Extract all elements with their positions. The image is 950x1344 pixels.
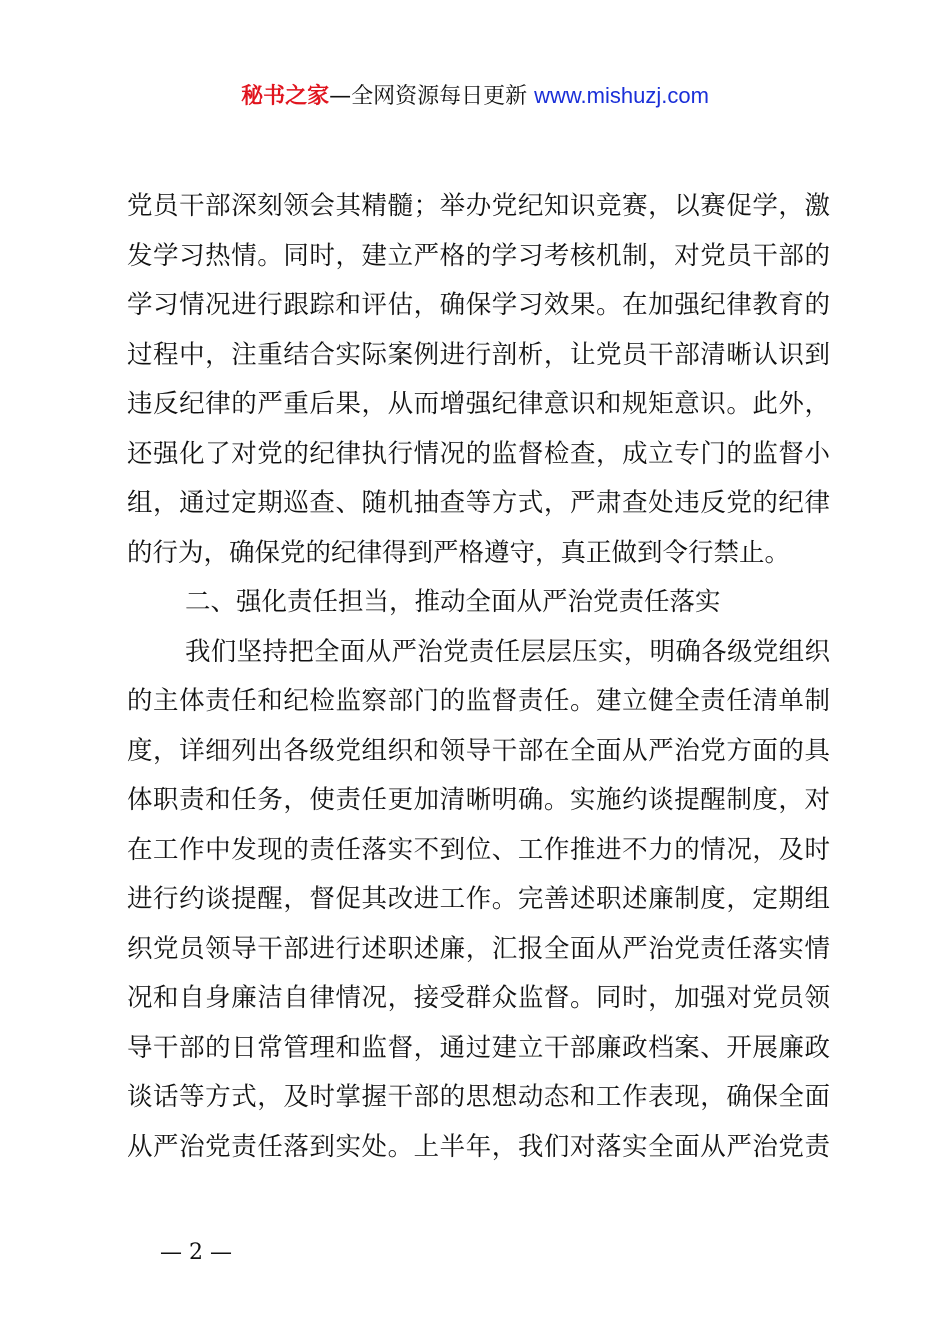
- text-line: 违反纪律的严重后果，从而增强纪律意识和规矩意识。此外，: [127, 389, 830, 419]
- text-line: 学习情况进行跟踪和评估，确保学习效果。在加强纪律教育的: [127, 290, 830, 320]
- text-line: 还强化了对党的纪律执行情况的监督检查，成立专门的监督小: [127, 438, 830, 469]
- text-line: 党员干部深刻领会其精髓；举办党纪知识竞赛，以赛促学，激: [127, 191, 830, 221]
- text-line: 度，详细列出各级党组织和领导干部在全面从严治党方面的具: [127, 735, 830, 766]
- header-tagline: —全网资源每日更新: [329, 84, 528, 109]
- text-line: 组，通过定期巡查、随机抽查等方式，严肃查处违反党的纪律: [127, 488, 830, 518]
- text-line: 导干部的日常管理和监督，通过建立干部廉政档案、开展廉政: [127, 1032, 830, 1063]
- document-body: [127, 182, 830, 1172]
- text-line: 织党员领导干部进行述职述廉，汇报全面从严治党责任落实情: [127, 933, 830, 964]
- page-number: — 2 —: [160, 1240, 232, 1265]
- site-url-link[interactable]: www.mishuzj.com: [534, 83, 709, 108]
- paragraph-first-line: 我们坚持把全面从严治党责任层层压实，明确各级党组织: [185, 636, 830, 667]
- brand-name: 秘书之家: [241, 84, 330, 109]
- text-line: 谈话等方式，及时掌握干部的思想动态和工作表现，确保全面: [127, 1082, 830, 1112]
- text-line: 过程中，注重结合实际案例进行剖析，让党员干部清晰认识到: [127, 339, 830, 370]
- text-line: 体职责和任务，使责任更加清晰明确。实施约谈提醒制度，对: [127, 785, 830, 815]
- text-line: 的行为，确保党的纪律得到严格遵守，真正做到令行禁止。: [127, 537, 791, 568]
- text-line: 的主体责任和纪检监察部门的监督责任。建立健全责任清单制: [127, 686, 830, 716]
- text-line: 进行约谈提醒，督促其改进工作。完善述职述廉制度，定期组: [127, 884, 830, 914]
- text-line: 从严治党责任落到实处。上半年，我们对落实全面从严治党责: [127, 1131, 830, 1162]
- site-header: [0, 80, 950, 113]
- text-line: 在工作中发现的责任落实不到位、工作推进不力的情况，及时: [127, 834, 830, 865]
- section-heading: 二、强化责任担当，推动全面从严治党责任落实: [185, 587, 721, 617]
- text-line: 发学习热情。同时，建立严格的学习考核机制，对党员干部的: [127, 240, 830, 271]
- text-line: 况和自身廉洁自律情况，接受群众监督。同时，加强对党员领: [127, 983, 830, 1013]
